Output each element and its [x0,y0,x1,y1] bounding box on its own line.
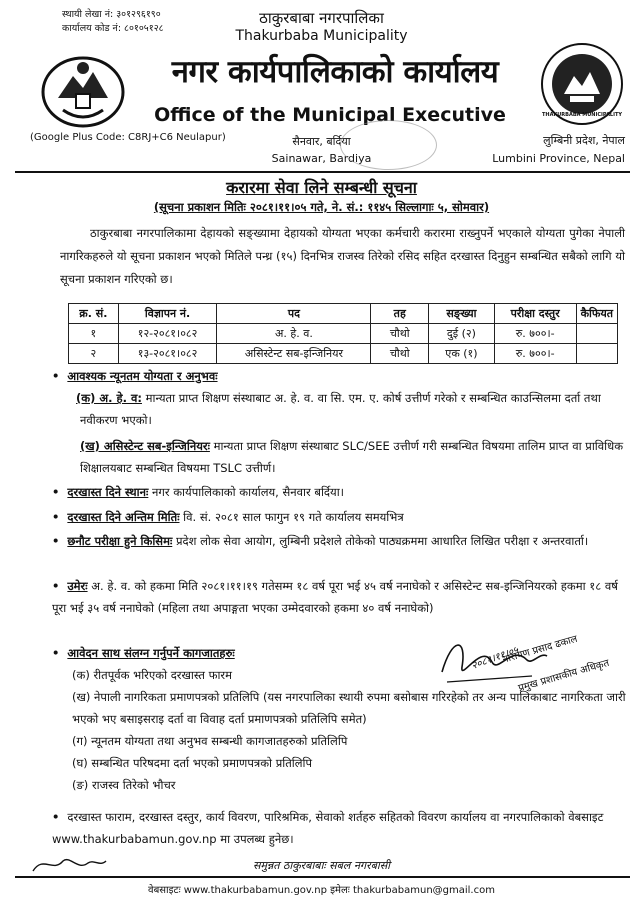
documents-title: आवेदन साथ संलग्न गर्नुपर्ने कागजातहरुः [67,646,235,660]
header-divider [15,171,630,173]
col-remarks: कैफियत [576,304,617,324]
office-title-en: Office of the Municipal Executive [154,104,506,126]
footer-motto: समुन्नत ठाकुरबाबाः सबल नगरबासी [252,859,391,872]
cell-remarks [576,344,617,364]
cell-ad-number: १३-२०८१।०८२ [118,344,217,364]
document-item: (घ) सम्बन्धित परिषदमा दर्ता भएको प्रमाणपत्रको प्रतिलिपि [72,756,313,770]
footer-divider [15,876,630,878]
qualification-section [52,365,627,479]
notice-intro: ठाकुरबाबा नगरपालिकामा देहायको सङ्ख्यामा देहायको योग्यता भएका कर्मचारी करारमा राख्नुपर्ने भएकाले योग्यता पुगेका नेपाली नागरिकहरुले यो सूचना प्रकाशन भएको मितिले पन्ध्र (१५) दिनभित्र राजस्व तिरेको रसिद सहित दरखास्त दिनुहुन सम्बन्धित सबैको लागि यो सूचना प्रकाशन गरिएको छ। [60,226,625,286]
col-serial: क्र. सं. [69,304,119,324]
bullet-icon: • [52,646,68,660]
place-label: दरखास्त दिने स्थानः [67,485,149,499]
office-title-np: नगर कार्यपालिकाको कार्यालय [171,54,499,90]
document-item: (ग) न्यूनतम योग्यता तथा अनुभव सम्बन्धी कागजातहरुको प्रतिलिपि [72,734,348,748]
qualification-a-label: (क) अ. हे. व: [76,391,142,405]
deadline-text: वि. सं. २०८१ साल फागुन १९ गते कार्यालय समयभित्र [183,510,404,524]
location-en: Sainawar, Bardiya [271,152,372,165]
cell-count: एक (१) [429,344,495,364]
cell-ad-number: १२-२०८१।०८२ [118,324,217,344]
bullet-icon: • [52,485,68,499]
bullet-icon: • [52,534,68,548]
nepal-emblem-icon [38,48,128,130]
cell-fee: रु. ७००।- [494,344,576,364]
footer-contact: वेबसाइटः www.thakurbabamun.gov.np इमेलः thakurbabamun@gmail.com [148,885,495,896]
office-stamp [340,120,437,170]
signature-date: २०८१।११।०५ [470,644,521,672]
final-text: दरखास्त फाराम, दरखास्त दस्तुर, कार्य विवरण, पारिश्रमिक, सेवाको शर्तहरु सहितको विवरण कार्यालय वा नगरपालिकाको वेबसाइट www.thakurbabamun.gov.np मा उपलब्ध हुनेछ। [52,810,604,846]
col-post: पद [217,304,371,324]
age-text: अ. हे. व. को हकमा मिति २०८१।११।१९ गतेसम्म १८ वर्ष पूरा भई ४५ वर्ष ननाघेको र असिस्टेन्ट सब-इन्जिनियरको हकमा १८ वर्ष पूरा भई ३५ वर्ष ननाघेको (महिला तथा अपाङ्गता भएका उम्मेदवारको हकमा ४० वर्ष ननाघेको) [52,579,618,615]
document-item: (क) रीतपूर्वक भरिएको दरखास्त फारम [72,668,233,682]
application-place [52,481,627,503]
age-requirement [52,575,627,619]
municipality-logo [540,42,624,126]
deadline-label: दरखास्त दिने अन्तिम मितिः [67,510,180,524]
selection-label: छनौट परीक्षा हुने किसिमः [67,534,173,548]
province-np: लुम्बिनी प्रदेश, नेपाल [543,134,625,147]
vacancy-table [68,303,618,364]
cell-fee: रु. ७००।- [494,324,576,344]
google-plus-code: (Google Plus Code: C8RJ+C6 Neulapur) [30,132,226,143]
place-text: नगर कार्यपालिकाको कार्यालय, सैनवार बर्दिया। [152,485,345,499]
final-info [52,806,627,850]
municipality-name-np: ठाकुरबाबा नगरपालिका [259,9,384,27]
municipality-logo-text: THAKURBABA MUNICIPALITY [541,112,623,118]
application-deadline [52,506,627,528]
municipality-name-en: Thakurbaba Municipality [235,28,408,44]
qualification-a-text: मान्यता प्राप्त शिक्षण संस्थाबाट अ. हे. व. वा सि. एम. ए. कोर्ष उत्तीर्ण गरेको र सम्बन्धित काउन्सिलमा दर्ता तथा नवीकरण भएको। [80,391,601,427]
table-row [69,324,618,344]
col-count: सङ्ख्या [429,304,495,324]
cell-level: चौथो [371,344,429,364]
qualification-title: आवश्यक न्यूनतम योग्यता र अनुभवः [67,369,218,383]
cell-remarks [576,324,617,344]
permanent-account-number: स्थायी लेखा नं: ३०१२९६१९० [62,9,161,20]
col-ad-number: विज्ञापन नं. [118,304,217,324]
table-header-row [69,304,618,324]
cell-level: चौथो [371,324,429,344]
cell-post: अ. हे. व. [217,324,371,344]
office-code: कार्यालय कोड नं: ८०१०५१२८ [62,23,164,34]
col-level: तह [371,304,429,324]
bullet-icon: • [52,810,68,824]
cell-serial: १ [69,324,119,344]
notice-subtitle: (सूचना प्रकाशन मितिः २०८१।११।०५ गते, ने. सं.: ११४५ सिल्लागाः ५, सोमवार) [153,200,490,214]
location-np: सैनवार, बर्दिया [292,135,351,148]
bullet-icon: • [52,369,68,383]
bullet-icon: • [52,579,68,593]
selection-method [52,530,627,552]
officer-title: प्रमुख प्रशासकीय अधिकृत [517,657,611,695]
document-item: (ख) नेपाली नागरिकता प्रमाणपत्रको प्रतिलिपि (यस नगरपालिका स्थायी रुपमा बसोबास गरिरहेको तर अन्य पालिकाबाट नागरिकता जारी भएको भए बसाइसराइ दर्ता वा विवाह दर्ता प्रमाणपत्रको प्रतिलिपि समेत) [72,690,626,726]
col-fee: परीक्षा दस्तुर [494,304,576,324]
table-row [69,344,618,364]
document-item: (ङ) राजस्व तिरेको भौचर [72,778,176,792]
cell-count: दुई (२) [429,324,495,344]
province-en: Lumbini Province, Nepal [492,152,625,165]
age-label: उमेरः [67,579,88,593]
selection-text: प्रदेश लोक सेवा आयोग, लुम्बिनी प्रदेशले तोकेको पाठ्यक्रममा आधारित लिखित परीक्षा र अन्तरवार्ता। [175,534,589,548]
officer-name: नारायण प्रसाद ढकाल [501,633,579,666]
cell-serial: २ [69,344,119,364]
qualification-b-text: मान्यता प्राप्त शिक्षण संस्थाबाट SLC/SEE उत्तीर्ण गरी सम्बन्धित विषयमा तालिम प्राप्त वा प्राविधिक शिक्षालयबाट सम्बन्धित विषयमा TSLC उत्तीर्ण। [80,439,624,475]
qualification-b-label: (ख) असिस्टेन्ट सब-इन्जिनियरः [80,439,210,453]
notice-title: करारमा सेवा लिने सम्बन्धी सूचना [226,178,417,197]
cell-post: असिस्टेन्ट सब-इन्जिनियर [217,344,371,364]
bullet-icon: • [52,510,68,524]
